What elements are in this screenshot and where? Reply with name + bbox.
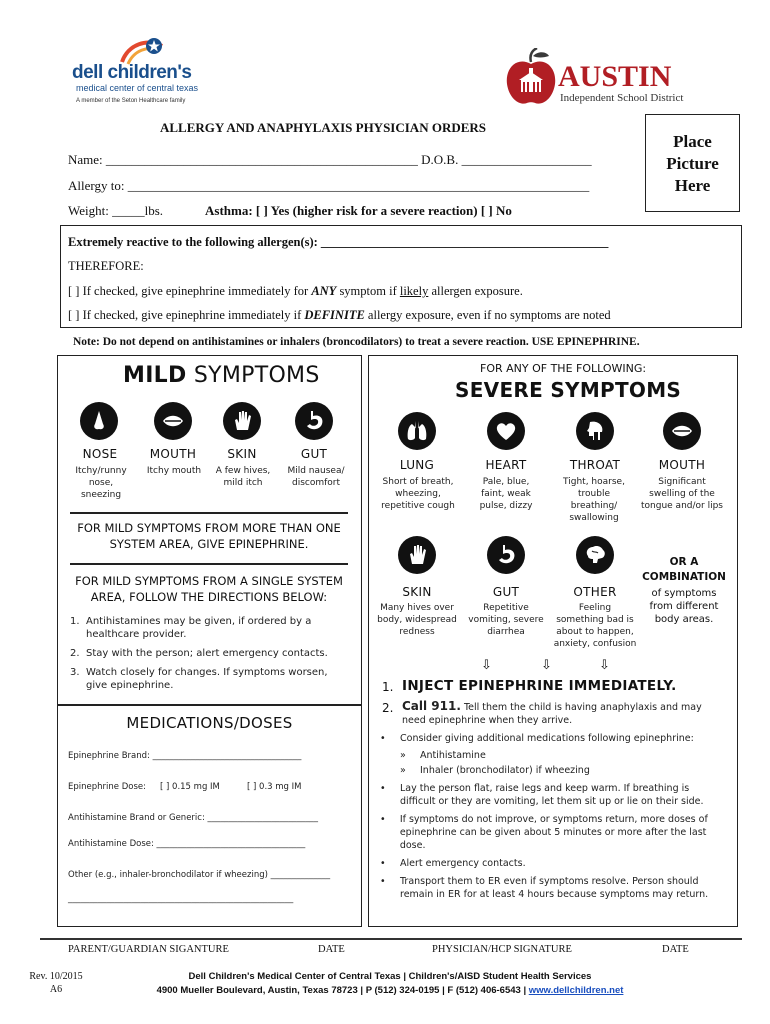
desc-line: swallowing bbox=[569, 513, 619, 523]
bullet-item: • Transport them to ER even if symptoms resolve. Person should remain in ER for at least 4 hours because symptoms may return. bbox=[380, 876, 709, 900]
mild-title-mouth: MOUTH bbox=[149, 447, 197, 461]
photo-line: Picture bbox=[666, 154, 719, 173]
divider bbox=[70, 563, 348, 565]
severe-desc-skin bbox=[374, 602, 460, 638]
heart-icon bbox=[487, 412, 525, 450]
desc-line: swelling of the bbox=[649, 489, 715, 499]
therefore-label: THEREFORE: bbox=[68, 259, 144, 273]
desc-line: breathing/ bbox=[570, 501, 618, 511]
inject-epinephrine-step: INJECT EPINEPHRINE IMMEDIATELY. bbox=[402, 678, 677, 694]
revision-date: Rev. 10/2015 bbox=[29, 971, 83, 982]
desc-line: Mild nausea/ bbox=[287, 466, 345, 476]
down-arrow-icon: ⇩ bbox=[541, 658, 552, 673]
desc-line: Itchy/runny bbox=[75, 466, 127, 476]
medications-title: MEDICATIONS/DOSES bbox=[126, 714, 293, 732]
call-911-step bbox=[402, 700, 732, 727]
photo-placeholder bbox=[645, 114, 740, 212]
aisd-subtitle: Independent School District bbox=[560, 92, 684, 104]
severe-title-other: OTHER bbox=[573, 585, 617, 599]
weight-line[interactable]: Weight: _____lbs. bbox=[68, 203, 164, 218]
divider bbox=[70, 512, 348, 514]
nose-icon bbox=[80, 402, 118, 440]
any-of-following: FOR ANY OF THE FOLLOWING: bbox=[480, 362, 647, 375]
emphasis-any: ANY bbox=[311, 284, 337, 298]
severe-symptoms-title: SEVERE SYMPTOMS bbox=[455, 378, 682, 402]
step-line: Antihistamines may be given, if ordered by a bbox=[86, 616, 312, 627]
date-label: DATE bbox=[662, 944, 689, 955]
severe-title-gut: GUT bbox=[492, 585, 520, 599]
epinephrine-dose-label: Epinephrine Dose: bbox=[68, 782, 146, 792]
desc-line: about to happen, bbox=[556, 627, 634, 637]
step-num: 1. bbox=[70, 616, 80, 627]
mild-steps bbox=[70, 615, 360, 692]
signature-rule bbox=[40, 938, 742, 940]
desc-line: Feeling bbox=[578, 603, 612, 613]
single-system-instruction bbox=[60, 573, 358, 605]
dose-015-checkbox[interactable]: [ ] 0.15 mg IM bbox=[160, 782, 220, 792]
desc-line: repetitive cough bbox=[381, 501, 455, 511]
mild-step bbox=[70, 666, 360, 692]
option-text: allergy exposure, even if no symptoms are noted bbox=[364, 308, 611, 322]
desc-line: Many hives over bbox=[380, 603, 454, 613]
severe-desc-other bbox=[550, 602, 640, 650]
combo-line: of symptoms bbox=[651, 588, 717, 599]
bullet-item: • If symptoms do not improve, or symptoms return, more doses of epinephrine can be given about 5 minutes or more after the last dose. bbox=[380, 813, 732, 852]
step-line: Stay with the person; alert emergency contacts. bbox=[86, 648, 328, 659]
aisd-apple-logo-icon bbox=[505, 48, 557, 106]
epinephrine-brand-field[interactable]: Epinephrine Brand: ___________________________________ bbox=[68, 751, 302, 761]
emphasis-definite: DEFINITE bbox=[304, 308, 365, 322]
step-num: 3. bbox=[70, 667, 80, 678]
option-definite-exposure[interactable] bbox=[68, 308, 611, 323]
desc-line: anxiety, confusion bbox=[553, 639, 637, 649]
desc-line: Tight, hoarse, bbox=[563, 477, 625, 487]
instruction-line: SYSTEM AREA, GIVE EPINEPHRINE. bbox=[109, 537, 309, 551]
dell-childrens-member-note: A member of the Seton Healthcare family bbox=[76, 98, 186, 104]
desc-line: Short of breath, bbox=[382, 477, 454, 487]
multi-system-instruction bbox=[60, 520, 358, 552]
severe-title-mouth: MOUTH bbox=[658, 458, 706, 472]
desc-line: Pale, blue, bbox=[482, 477, 530, 487]
desc-line: tongue and/or lips bbox=[641, 501, 723, 511]
antihistamine-brand-field[interactable]: Antihistamine Brand or Generic: __________________________ bbox=[68, 813, 319, 823]
severe-title-heart: HEART bbox=[485, 458, 527, 472]
option-text: symptom if bbox=[336, 284, 400, 298]
severe-title-lung: LUNG bbox=[399, 458, 435, 472]
severe-desc-heart bbox=[466, 476, 546, 512]
severe-mouth-icon bbox=[663, 412, 701, 450]
call-911-text: need epinephrine when they arrive. bbox=[402, 715, 573, 726]
mild-desc-gut bbox=[278, 465, 354, 489]
desc-line: vomiting, severe bbox=[468, 615, 544, 625]
footer-address: 4900 Mueller Boulevard, Austin, Texas 78723 | P (512) 324-0195 | F (512) 406-6543 | bbox=[156, 985, 529, 996]
combination-title bbox=[640, 555, 728, 585]
severe-bullets bbox=[380, 732, 732, 901]
mild-symptoms-title bbox=[123, 363, 320, 388]
antihistamine-dose-field[interactable]: Antihistamine Dose: ___________________________________ bbox=[68, 839, 306, 849]
severe-desc-throat bbox=[554, 476, 634, 524]
severe-title-throat: THROAT bbox=[569, 458, 621, 472]
step2-number: 2. bbox=[382, 701, 394, 715]
step-line: healthcare provider. bbox=[86, 629, 187, 640]
instruction-line: AREA, FOLLOW THE DIRECTIONS BELOW: bbox=[90, 590, 328, 604]
physician-signature-label: PHYSICIAN/HCP SIGNATURE bbox=[432, 944, 572, 955]
website-link[interactable]: www.dellchildren.net bbox=[528, 985, 624, 996]
photo-line: Place bbox=[673, 132, 712, 151]
bullet-item: • Alert emergency contacts. bbox=[380, 858, 526, 869]
desc-line: mild itch bbox=[223, 478, 263, 488]
other-medication-field[interactable]: Other (e.g., inhaler-bronchodilator if wheezing) ______________ bbox=[68, 870, 331, 880]
footer-organization bbox=[150, 970, 630, 998]
lung-icon bbox=[398, 412, 436, 450]
desc-line: A few hives, bbox=[215, 466, 271, 476]
dell-childrens-subtitle: medical center of central texas bbox=[76, 83, 199, 93]
mild-step bbox=[70, 615, 360, 641]
down-arrow-icon: ⇩ bbox=[481, 658, 492, 673]
mouth-icon bbox=[154, 402, 192, 440]
mild-title-nose: NOSE bbox=[82, 447, 118, 461]
combo-line: body areas. bbox=[654, 614, 714, 625]
aisd-name: AUSTIN bbox=[558, 60, 672, 93]
mild-desc-nose bbox=[65, 465, 137, 501]
instruction-line: FOR MILD SYMPTOMS FROM A SINGLE SYSTEM bbox=[75, 574, 343, 588]
bullet-text: Lay the person flat, raise legs and keep warm. If breathing is bbox=[400, 783, 690, 794]
sub-bullet-text: Antihistamine bbox=[420, 750, 486, 761]
desc-line: Significant bbox=[658, 477, 706, 487]
reactive-allergen-line[interactable]: Extremely reactive to the following allergen(s): ______________________________________________ bbox=[68, 235, 609, 249]
gut-stomach-icon bbox=[295, 402, 333, 440]
mild-desc-mouth bbox=[138, 465, 210, 477]
symptoms-word: SYMPTOMS bbox=[186, 363, 320, 388]
desc-line: pulse, dizzy bbox=[479, 501, 533, 511]
severe-desc-lung bbox=[378, 476, 458, 512]
down-arrow-icon: ⇩ bbox=[599, 658, 610, 673]
step-line: Watch closely for changes. If symptoms worsen, bbox=[86, 667, 328, 678]
parent-signature-label: PARENT/GUARDIAN SIGANTURE bbox=[68, 944, 229, 955]
severe-title-skin: SKIN bbox=[402, 585, 432, 599]
mild-title-skin: SKIN bbox=[227, 447, 257, 461]
call-911-bold: Call 911. bbox=[402, 699, 461, 713]
option-text: allergen exposure. bbox=[428, 284, 523, 298]
revision-info bbox=[28, 970, 84, 996]
desc-line: Repetitive bbox=[483, 603, 529, 613]
allergy-line[interactable]: Allergy to: _______________________________________________________________________ bbox=[68, 178, 590, 193]
sub-bullet-item: » Antihistamine bbox=[400, 750, 486, 761]
combo-line: COMBINATION bbox=[642, 571, 726, 583]
desc-line: sneezing bbox=[80, 490, 122, 500]
combo-line: OR A bbox=[669, 556, 699, 568]
desc-line: Itchy mouth bbox=[146, 466, 202, 476]
dell-childrens-name: dell children's bbox=[72, 62, 192, 83]
photo-line: Here bbox=[674, 176, 711, 195]
emphasis-likely: likely bbox=[399, 284, 429, 298]
dose-03-checkbox[interactable]: [ ] 0.3 mg IM bbox=[247, 782, 302, 792]
bullet-text: difficult or they are vomiting, let them sit up or lie on their side. bbox=[400, 796, 704, 807]
severe-gut-stomach-icon bbox=[487, 536, 525, 574]
desc-line: discomfort bbox=[291, 478, 341, 488]
option-text: [ ] If checked, give epinephrine immediately for bbox=[68, 284, 312, 298]
sub-bullet-text: Inhaler (bronchodilator) if wheezing bbox=[420, 765, 590, 776]
bullet-item: • Lay the person flat, raise legs and keep warm. If breathing is difficult or they are vomiting, let them sit up or lie on their side. bbox=[380, 783, 704, 807]
form-code: A6 bbox=[49, 984, 63, 995]
step-line: give epinephrine. bbox=[86, 680, 174, 691]
option-text: [ ] If checked, give epinephrine immediately if bbox=[68, 308, 305, 322]
brain-icon bbox=[576, 536, 614, 574]
desc-line: redness bbox=[399, 627, 435, 637]
option-any-symptom[interactable] bbox=[68, 284, 523, 299]
footer-org-line: Dell Children's Medical Center of Central Texas | Children's/AISD Student Health Services bbox=[188, 971, 592, 982]
skin-hand-icon bbox=[223, 402, 261, 440]
bullet-text: Alert emergency contacts. bbox=[400, 858, 526, 869]
name-dob-line[interactable]: Name: ________________________________________________ D.O.B. ____________________ bbox=[68, 152, 592, 167]
desc-line: diarrhea bbox=[487, 627, 525, 637]
date-label: DATE bbox=[318, 944, 345, 955]
desc-line: wheezing, bbox=[395, 489, 441, 499]
sub-bullet-item: » Inhaler (bronchodilator) if wheezing bbox=[400, 765, 590, 776]
bullet-item: • Consider giving additional medications following epinephrine: bbox=[380, 733, 694, 744]
call-911-text: Tell them the child is having anaphylaxis and may bbox=[460, 702, 702, 713]
instruction-line: FOR MILD SYMPTOMS FROM MORE THAN ONE bbox=[77, 521, 341, 535]
bullet-text: If symptoms do not improve, or symptoms return, more doses of bbox=[399, 814, 708, 825]
desc-line: something bad is bbox=[556, 615, 634, 625]
severe-skin-hand-icon bbox=[398, 536, 436, 574]
throat-icon bbox=[576, 412, 614, 450]
desc-line: faint, weak bbox=[481, 489, 531, 499]
step-num: 2. bbox=[70, 648, 80, 659]
bullet-text: epinephrine can be given about 5 minutes or more after the last dose. bbox=[399, 827, 707, 851]
severe-desc-mouth bbox=[636, 476, 728, 512]
mild-step bbox=[70, 647, 360, 660]
desc-line: nose, bbox=[88, 478, 114, 488]
step1-number: 1. bbox=[382, 680, 394, 694]
bullet-text: remain in ER for at least 4 hours because symptoms may return. bbox=[400, 889, 709, 900]
form-title: ALLERGY AND ANAPHYLAXIS PHYSICIAN ORDERS bbox=[160, 120, 487, 135]
mild-title-gut: GUT bbox=[300, 447, 328, 461]
bullet-text: Transport them to ER even if symptoms resolve. Person should bbox=[400, 876, 699, 887]
mild-word: MILD bbox=[123, 363, 187, 388]
mild-desc-skin bbox=[207, 465, 279, 489]
epinephrine-note: Note: Do not depend on antihistamines or inhalers (broncodilators) to treat a severe reaction. USE EPINEPHRINE. bbox=[73, 336, 640, 348]
combo-line: from different bbox=[649, 601, 719, 612]
severe-desc-gut bbox=[463, 602, 549, 638]
bullet-text: Consider giving additional medications following epinephrine: bbox=[400, 733, 694, 744]
other-medication-extra-line[interactable]: _____________________________________________________ bbox=[68, 894, 294, 904]
desc-line: body, widespread bbox=[377, 615, 457, 625]
combination-desc bbox=[640, 587, 728, 626]
desc-line: trouble bbox=[578, 489, 610, 499]
asthma-line[interactable]: Asthma: [ ] Yes (higher risk for a severe reaction) [ ] No bbox=[205, 203, 512, 218]
